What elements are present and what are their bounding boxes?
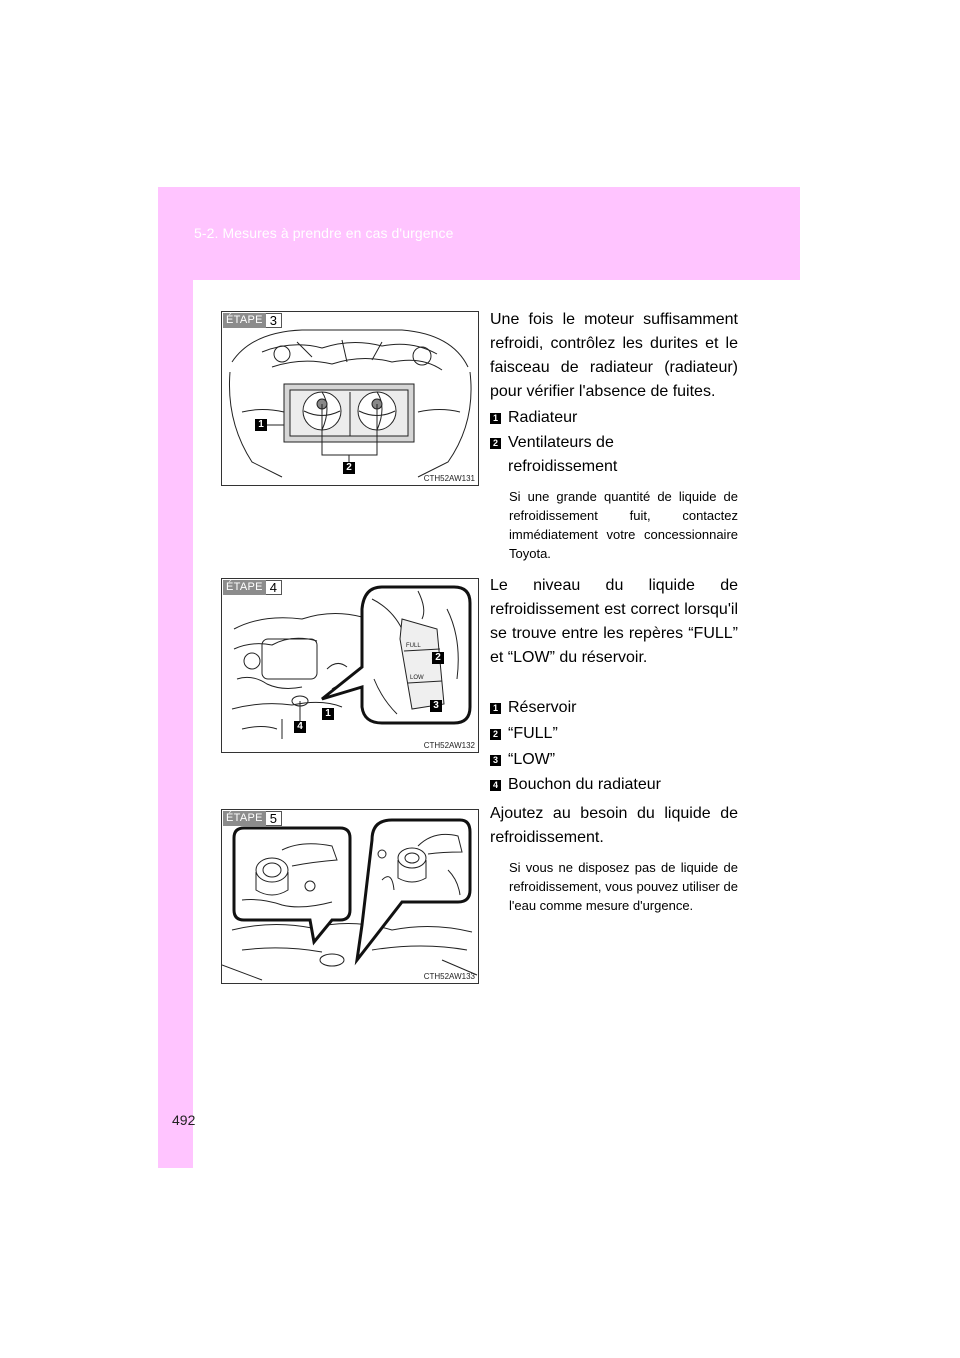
figure-code: CTH52AW131: [423, 474, 475, 483]
figure-code: CTH52AW132: [423, 741, 475, 750]
number-square: 4: [490, 780, 501, 791]
section-title: 5-2. Mesures à prendre en cas d'urgence: [194, 225, 454, 241]
refill-illustration: [222, 810, 478, 983]
step-badge: ÉTAPE 5: [223, 811, 282, 826]
step-4-text: Le niveau du liquide de refroidissement est correct lorsqu'il se trouve entre les repères “FULL” et “LOW” du réservoir.: [490, 577, 738, 666]
number-square: 2: [490, 438, 501, 449]
callout-3: 3: [430, 700, 442, 712]
callout-2: 2: [343, 462, 355, 474]
side-tab: [158, 280, 196, 1168]
step-3-text: Une fois le moteur suffisamment refroidi, contrôlez les durites et le faisceau de radiateur (radiateur) pour vérifier l'absence de fuites.: [490, 311, 738, 400]
low-mark: LOW: [410, 675, 424, 681]
list-item: 3 “LOW”: [490, 748, 555, 772]
list-item: 2 “FULL”: [490, 722, 558, 746]
number-square: 3: [490, 755, 501, 766]
figure-step-5: [221, 809, 479, 984]
callout-4: 4: [294, 721, 306, 733]
step-5-note: Si vous ne disposez pas de liquide de refroidissement, vous pouvez utiliser de l'eau comme mesure d'urgence.: [509, 860, 738, 913]
callout-1: 1: [255, 419, 267, 431]
number-square: 1: [490, 413, 501, 424]
list-item: 2 Ventilateurs de refroidissement: [490, 431, 650, 479]
section-header: [158, 187, 800, 280]
page-number: 492: [172, 1112, 196, 1128]
step-3-note: Si une grande quantité de liquide de refroidissement fuit, contactez immédiatement votre concessionnaire Toyota.: [509, 489, 738, 561]
figure-code: CTH52AW133: [423, 972, 475, 981]
full-mark: FULL: [406, 643, 421, 649]
step-badge: ÉTAPE 4: [223, 580, 282, 595]
number-square: 2: [490, 729, 501, 740]
figure-step-3: [221, 311, 479, 486]
list-item: 1 Radiateur: [490, 406, 577, 430]
number-square: 1: [490, 703, 501, 714]
step-5-text: Ajoutez au besoin du liquide de refroidissement.: [490, 805, 738, 846]
list-item: 4 Bouchon du radiateur: [490, 773, 661, 797]
list-item: 1 Réservoir: [490, 696, 576, 720]
callout-2: 2: [432, 652, 444, 664]
step-badge: ÉTAPE 3: [223, 313, 282, 328]
radiator-illustration: [222, 312, 478, 485]
figure-step-4: [221, 578, 479, 753]
reservoir-illustration: [222, 579, 478, 752]
callout-1: 1: [322, 708, 334, 720]
